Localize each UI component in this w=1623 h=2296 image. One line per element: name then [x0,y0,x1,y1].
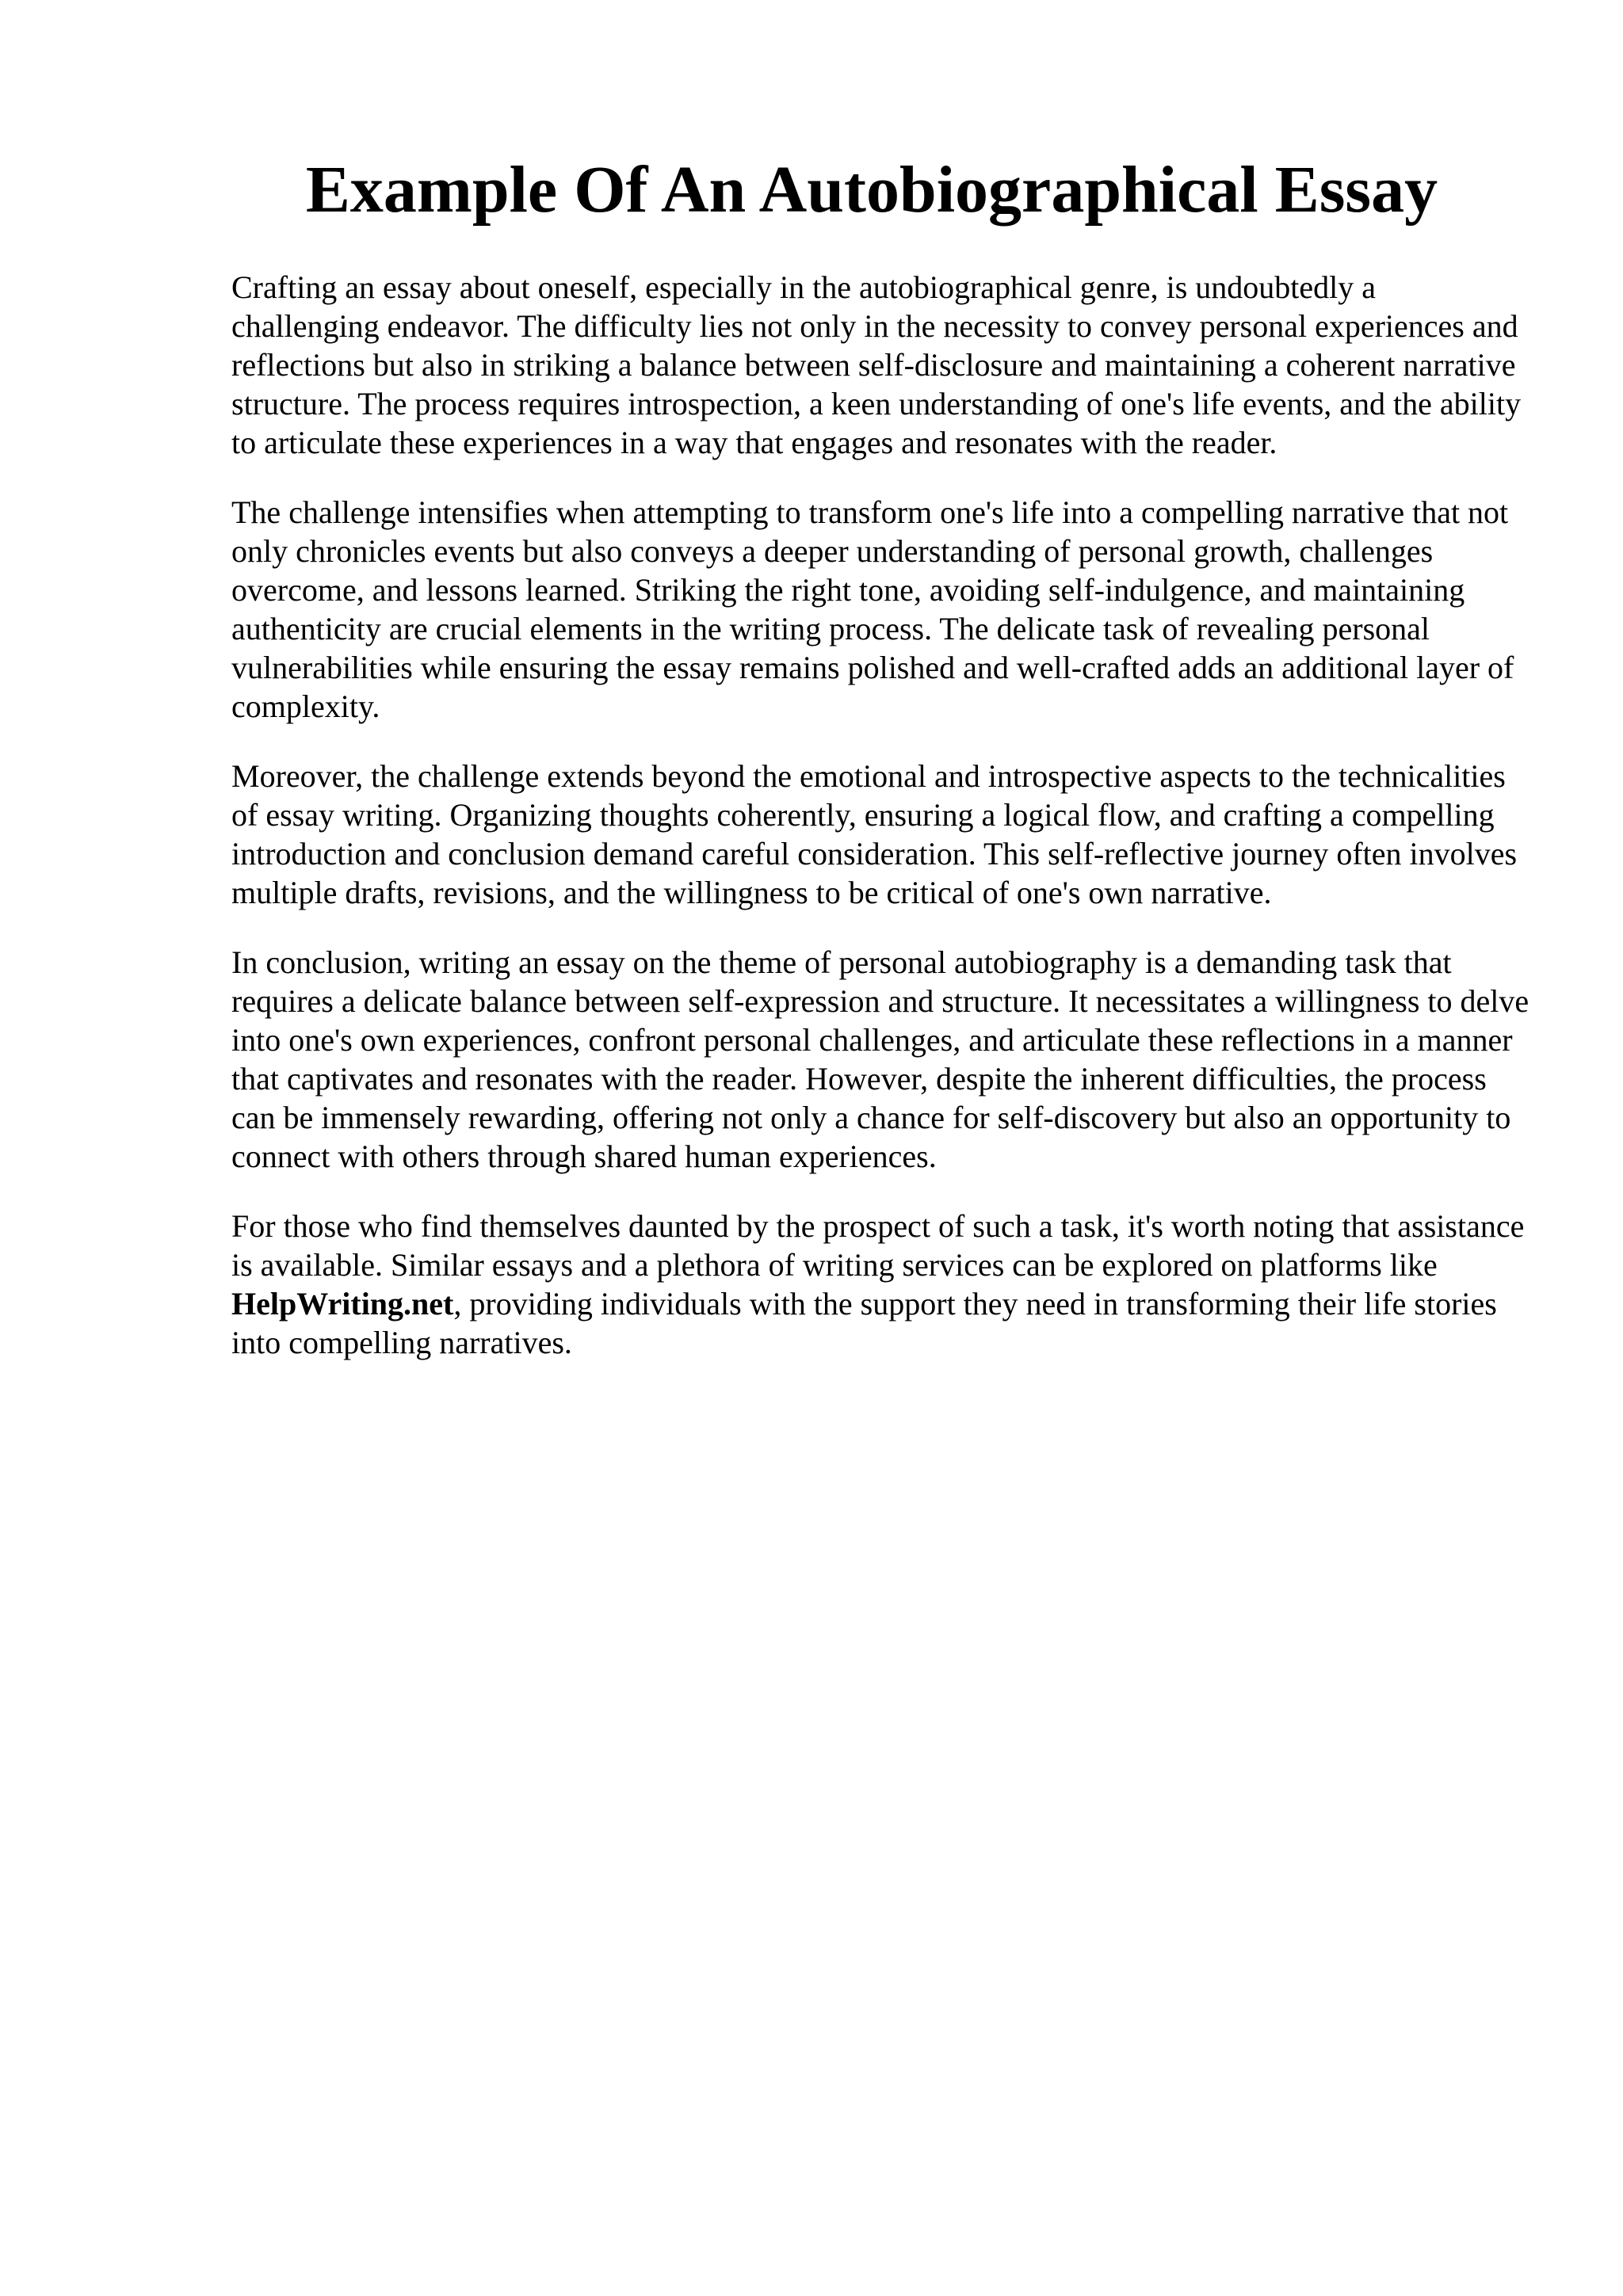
page-title: Example Of An Autobiographical Essay [305,153,1438,227]
essay-body [231,268,1531,1393]
essay-paragraph-5-end: , providing individuals with the support they need in transforming their life stories into compelling narratives. [231,1286,1497,1360]
essay-paragraph-5-start: For those who find themselves daunted by the prospect of such a task, it's worth noting that assistance is available. Similar essays and a plethora of writing services can be explored on platforms like [231,1208,1525,1283]
essay-paragraph-4: In conclusion, writing an essay on the theme of personal autobiography is a demanding task that requires a delicate balance between self-expression and structure. It necessitates a willingness to delve into one's own experiences, confront personal challenges, and articulate these reflections in a manner that captivates and resonates with the reader. However, despite the inherent difficulties, the process can be immensely rewarding, offering not only a chance for self-discovery but also an opportunity to connect with others through shared human experiences. [231,944,1529,1174]
essay-paragraph-2: The challenge intensifies when attempting to transform one's life into a compelling narrative that not only chronicles events but also conveys a deeper understanding of personal growth, challenges overcome, and lessons learned. Striking the right tone, avoiding self-indulgence, and maintaining authenticity are crucial elements in the writing process. The delicate task of revealing personal vulnerabilities while ensuring the essay remains polished and well-crafted adds an additional layer of complexity. [231,494,1514,724]
helpwriting-link[interactable]: HelpWriting.net [231,1286,454,1322]
essay-paragraph-5 [231,1207,1531,1362]
essay-paragraph-3: Moreover, the challenge extends beyond the emotional and introspective aspects to the technicalities of essay writing. Organizing thoughts coherently, ensuring a logical flow, and crafting a compelling introduction and conclusion demand careful consideration. This self-reflective journey often involves multiple drafts, revisions, and the willingness to be critical of one's own narrative. [231,758,1518,910]
essay-paragraph-1: Crafting an essay about oneself, especially in the autobiographical genre, is undoubtedly a challenging endeavor. The difficulty lies not only in the necessity to convey personal experiences and reflections but also in striking a balance between self-disclosure and maintaining a coherent narrative structure. The process requires introspection, a keen understanding of one's life events, and the ability to articulate these experiences in a way that engages and resonates with the reader. [231,269,1522,460]
